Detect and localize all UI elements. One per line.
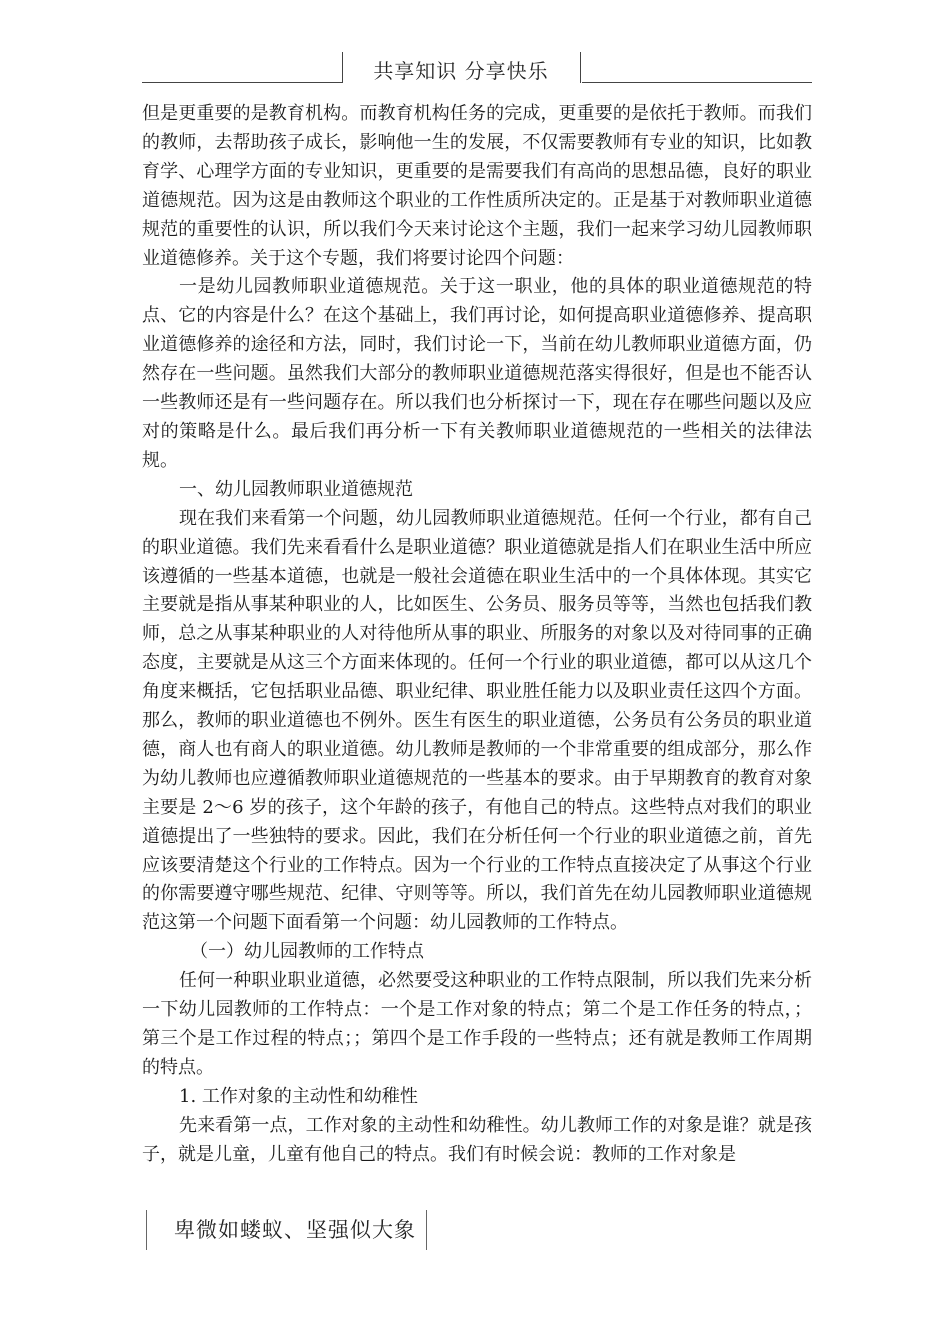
subsection-heading: （一）幼儿园教师的工作特点 bbox=[190, 941, 424, 963]
header-rule-right bbox=[582, 82, 812, 83]
footer-divider-left bbox=[146, 1210, 147, 1250]
document-body bbox=[142, 100, 812, 1170]
header-title: 共享知识 分享快乐 bbox=[373, 59, 549, 83]
section-heading: 一、幼儿园教师职业道德规范 bbox=[179, 478, 413, 500]
subsection-heading: 1. 工作对象的主动性和幼稚性 bbox=[179, 1085, 418, 1107]
footer-divider-right bbox=[426, 1210, 427, 1250]
header-rule-left bbox=[142, 82, 342, 83]
paragraph: 但是更重要的是教育机构。而教育机构任务的完成，更重要的是依托于教师。而我们的教师，去帮助孩子成长，影响他一生的发展，不仅需要教师有专业的知识，比如教育学、心理学方面的专业知识，更重要的是需要我们有高尚的思想品德，良好的职业道德规范。因为这是由教师这个职业的工作性质所决定的。正是基于对教师职业道德规范的重要性的认识，所以我们今天来讨论这个主题，我们一起来学习幼儿园教师职业道德修养。关于这个专题，我们将要讨论四个问题： bbox=[142, 103, 812, 269]
paragraph: 一是幼儿园教师职业道德规范。关于这一职业，他的具体的职业道德规范的特点、它的内容是什么？在这个基础上，我们再讨论，如何提高职业道德修养、提高职业道德修养的途径和方法，同时，我们讨论一下，当前在幼儿教师职业道德方面，仍然存在一些问题。虽然我们大部分的教师职业道德规范落实得很好，但是也不能否认一些教师还是有一些问题存在。所以我们也分析探讨一下，现在存在哪些问题以及应对的策略是什么。最后我们再分析一下有关教师职业道德规范的一些相关的法律法规。 bbox=[142, 276, 812, 471]
paragraph: 任何一种职业职业道德，必然要受这种职业的工作特点限制，所以我们先来分析一下幼儿园教师的工作特点：一个是工作对象的特点；第二个是工作任务的特点，；第三个是工作过程的特点；；第四个是工作手段的一些特点；还有就是教师工作周期的特点。 bbox=[142, 970, 812, 1078]
paragraph: 先来看第一点，工作对象的主动性和幼稚性。幼儿教师工作的对象是谁？就是孩子，就是儿童，儿童有他自己的特点。我们有时候会说：教师的工作对象是 bbox=[142, 1114, 812, 1165]
footer-slogan: 卑微如蝼蚁、坚强似大象 bbox=[174, 1218, 416, 1242]
paragraph: 现在我们来看第一个问题，幼儿园教师职业道德规范。任何一个行业，都有自己的职业道德。我们先来看看什么是职业道德？职业道德就是指人们在职业生活中所应该遵循的一些基本道德，也就是一般社会道德在职业生活中的一个具体体现。其实它主要就是指从事某种职业的人，比如医生、公务员、服务员等等，当然也包括我们教师，总之从事某种职业的人对待他所从事的职业、所服务的对象以及对待同事的正确态度，主要就是从这三个方面来体现的。任何一个行业的职业道德，都可以从这几个角度来概括，它包括职业品德、职业纪律、职业胜任能力以及职业责任这四个方面。那么，教师的职业道德也不例外。医生有医生的职业道德，公务员有公务员的职业道德，商人也有商人的职业道德。幼儿教师是教师的一个非常重要的组成部分，那么作为幼儿教师也应遵循教师职业道德规范的一些基本的要求。由于早期教育的教育对象主要是 2～6 岁的孩子，这个年龄的孩子，有他自己的特点。这些特点对我们的职业道德提出了一些独特的要求。因此，我们在分析任何一个行业的职业道德之前，首先应该要清楚这个行业的工作特点。因为一个行业的工作特点直接决定了从事这个行业的你需要遵守哪些规范、纪律、守则等等。所以，我们首先在幼儿园教师职业道德规范这第一个问题下面看第一个问题：幼儿园教师的工作特点。 bbox=[142, 507, 812, 934]
header-divider-right bbox=[580, 52, 581, 83]
